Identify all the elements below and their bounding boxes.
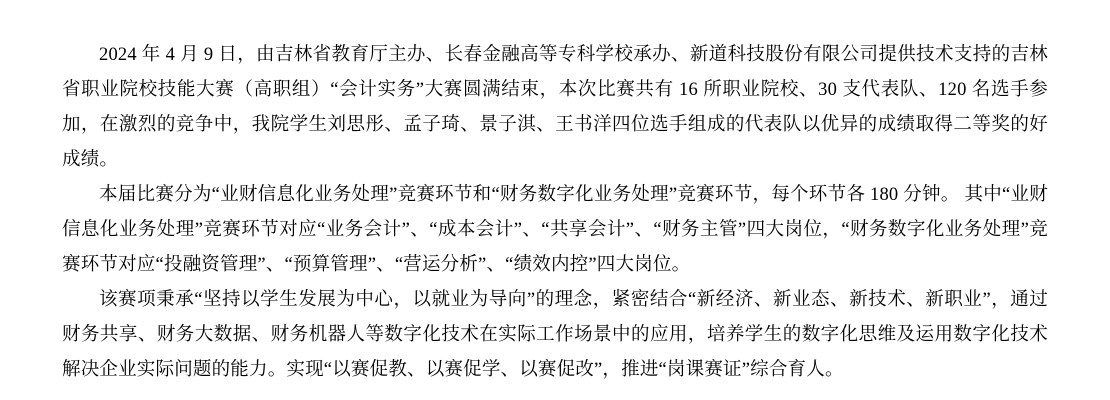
paragraph-1: 2024 年 4 月 9 日，由吉林省教育厅主办、长春金融高等专科学校承办、新道科技股份有限公司提供技术支持的吉林省职业院校技能大赛（高职组）“会计实务”大赛圆满结束，本次比赛共有 16 所职业院校、30 支代表队、120 名选手参加，在激烈的竞争中，我院学生刘思彤、孟子琦、景子淇、王书洋四位选手组成的代表队以优异的成绩取得二等奖的好成绩。 — [62, 45, 1048, 170]
paragraph-2: 本届比赛分为“业财信息化业务处理”竞赛环节和“财务数字化业务处理”竞赛环节，每个环节各 180 分钟。 其中“业财信息化业务处理”竞赛环节对应“业务会计”、“成本会计”、“共享会计”、“财务主管”四大岗位，“财务数字化业务处理”竞赛环节对应“投融资管理”、“预算管理”、“营运分析”、“绩效内控”四大岗位。 — [62, 185, 1048, 275]
paragraph-3: 该赛项秉承“坚持以学生发展为中心，以就业为导向”的理念，紧密结合“新经济、新业态、新技术、新职业”，通过财务共享、财务大数据、财务机器人等数字化技术在实际工作场景中的应用，培养学生的数字化思维及运用数字化技术解决企业实际问题的能力。实现“以赛促教、以赛促学、以赛促改”，推进“岗课赛证”综合育人。 — [62, 290, 1048, 380]
document-body — [62, 38, 1048, 388]
